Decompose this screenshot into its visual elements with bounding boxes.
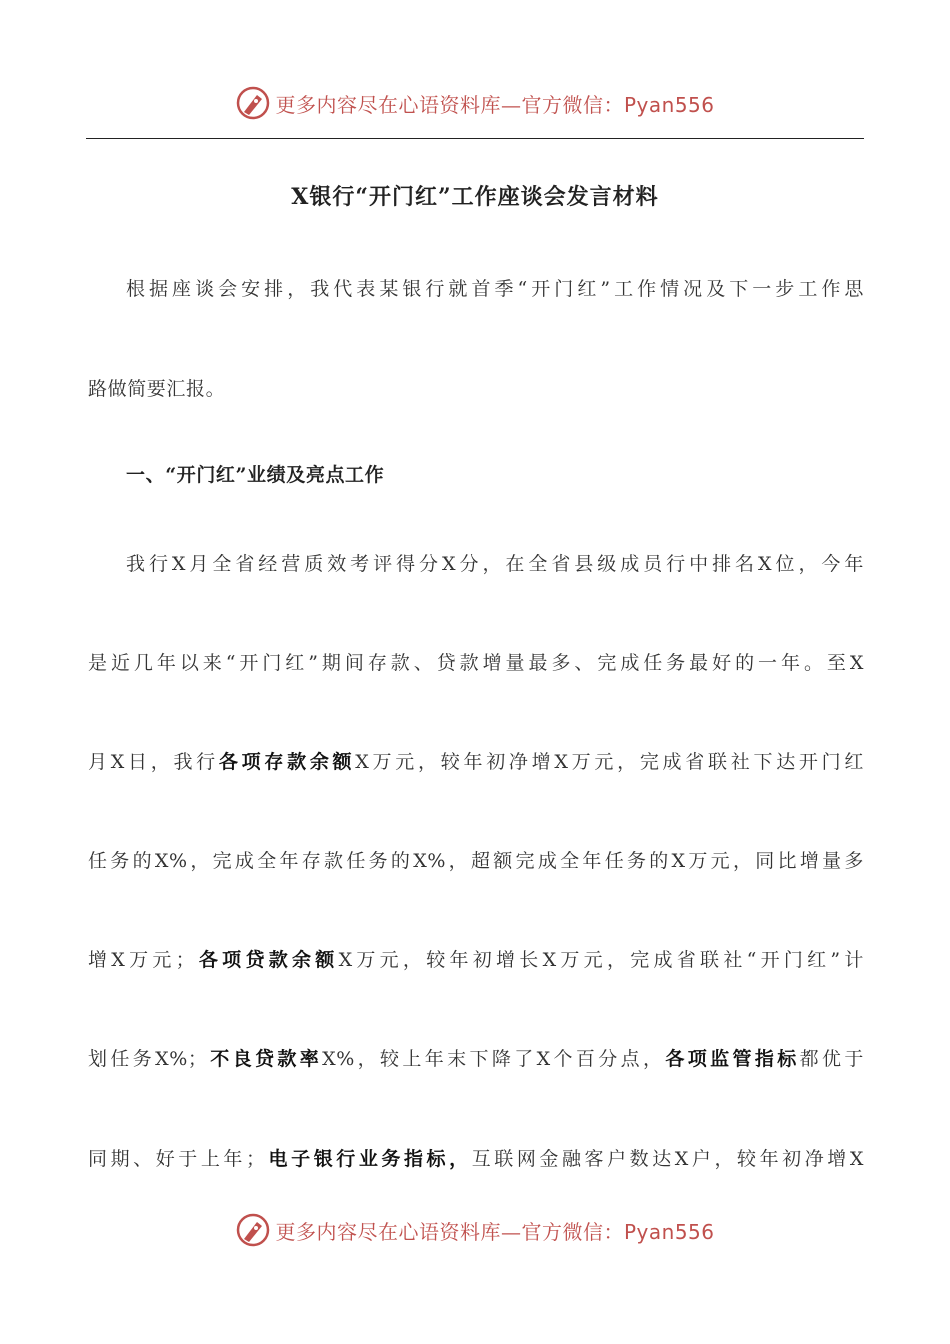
paragraph-line: 是近几年以来“开门红”期间存款、贷款增量最多、完成任务最好的一年。至X (88, 652, 864, 674)
paragraph-line: 根据座谈会安排，我代表某银行就首季“开门红”工作情况及下一步工作思 (126, 278, 864, 300)
paragraph-line: 同期、好于上年；电子银行业务指标，互联网金融客户数达X户，较年初净增X (88, 1148, 865, 1170)
bold-term: 不良贷款率 (207, 1048, 323, 1070)
watermark-banner-top (0, 83, 950, 123)
header-rule (86, 138, 864, 139)
bold-term: 电子银行业务指标， (265, 1148, 472, 1170)
section-heading: 一、“开门红”业绩及亮点工作 (126, 464, 385, 486)
watermark-text: 更多内容尽在心语资料库—官方微信：Pyan556 (275, 1219, 715, 1244)
bold-term: 各项贷款余额 (195, 949, 339, 971)
pen-nib-logo-icon (235, 85, 271, 121)
paragraph-line: 路做简要汇报。 (88, 378, 226, 400)
paragraph-line: 任务的X%，完成全年存款任务的X%，超额完成全年任务的X万元，同比增量多 (88, 850, 864, 872)
paragraph-line: 月X日，我行各项存款余额X万元，较年初净增X万元，完成省联社下达开门红 (88, 751, 864, 773)
paragraph-line: 我行X月全省经营质效考评得分X分，在全省县级成员行中排名X位，今年 (126, 553, 864, 575)
pen-nib-logo-icon (235, 1212, 271, 1248)
watermark-banner-bottom (0, 1210, 950, 1250)
bold-term: 各项存款余额 (218, 751, 356, 773)
paragraph-line: 增X万元；各项贷款余额X万元，较年初增长X万元，完成省联社“开门红”计 (88, 949, 864, 971)
bold-term: 各项监管指标 (665, 1048, 800, 1070)
document-title: X银行“开门红”工作座谈会发言材料 (291, 184, 659, 210)
paragraph-line: 划任务X%；不良贷款率X%，较上年末下降了X个百分点，各项监管指标都优于 (88, 1048, 864, 1070)
watermark-text: 更多内容尽在心语资料库—官方微信：Pyan556 (275, 92, 715, 117)
